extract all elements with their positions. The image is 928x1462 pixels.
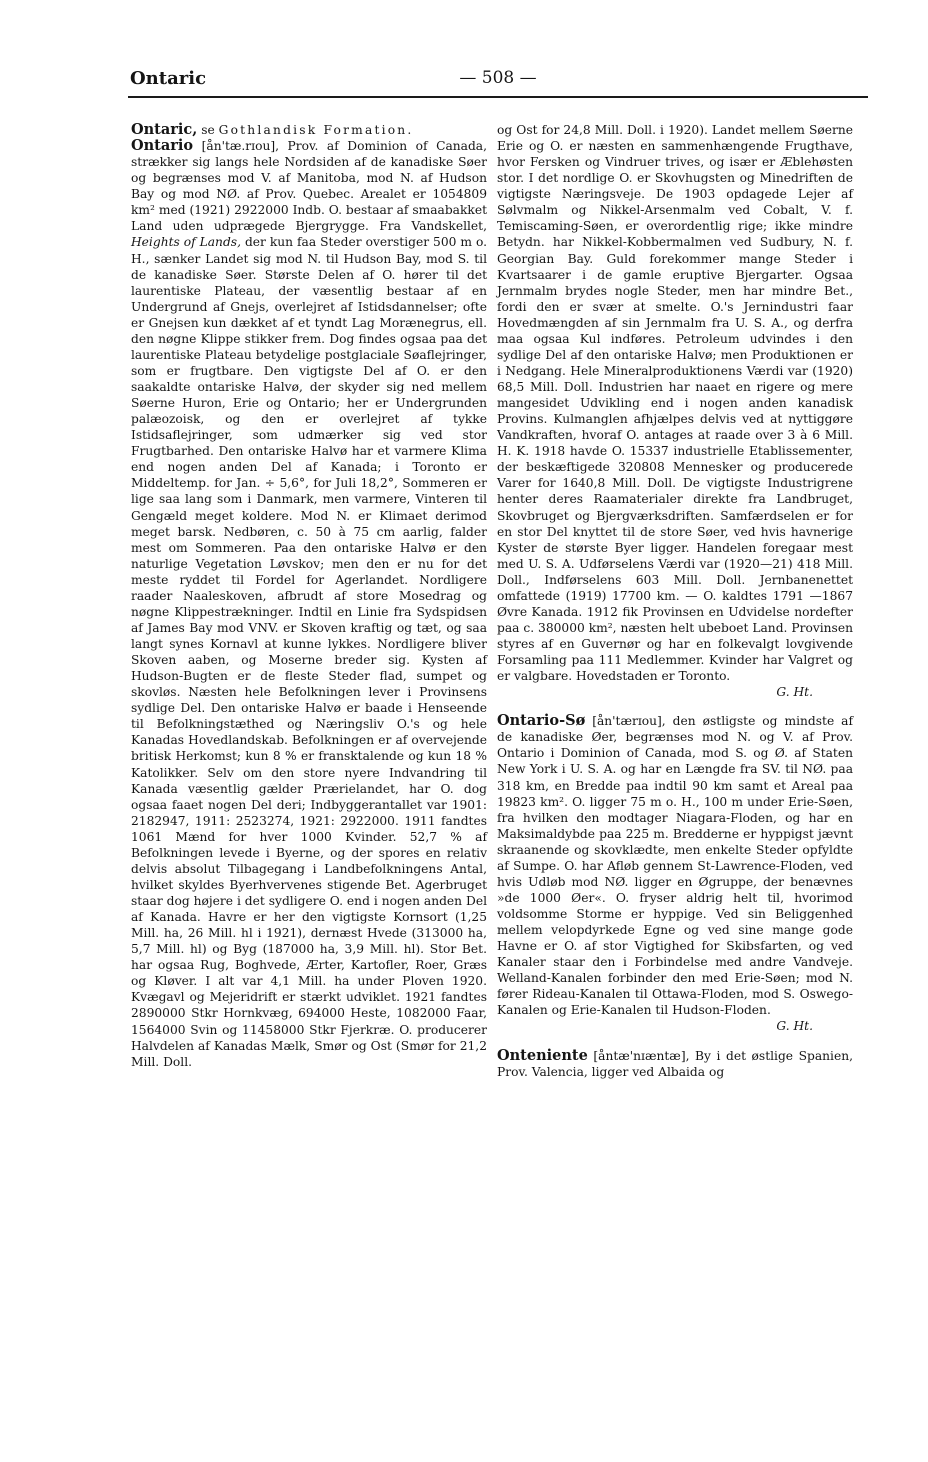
entry-onteniente bbox=[497, 1048, 853, 1080]
entry-ontario-text-b: der kun faa Steder overstiger 500 m o. H., sænker Landet sig mod N. til Hudson Bay, mod S. til de kanadiske Søer. Største Delen af O. hører til det laurentiske Plateau, der væsentlig bestaar af en Undergrund af Gnejs, overlejret af Istidsdannelser; ofte er Gnejsen kun dækket af et tyndt Lag Morænegrus, ell. den nøgne Klippe stikker frem. Dog findes ogsaa paa det laurentiske Plateau betydelige postglaciale Søaflejringer, som er frugtbare. Den vigtigste Del af O. er den saakaldte ontariske Halvø, der skyder sig ned mellem Søerne Huron, Erie og Ontario; her er Undergrunden palæozoisk, og den er overlejret af tykke Istidsaflejringer, som udmærker sig ved stor Frugtbarhed. Den ontariske Halvø har et varmere Klima end nogen anden Del af Kanada; i Toronto er Middeltemp. for Jan. ÷ 5,6°, for Juli 18,2°, Sommeren er lige saa lang som i Danmark, men varmere, Vinteren til Gengæld meget koldere. Mod N. er Klimaet derimod meget barsk. Nedbøren, c. 50 à 75 cm aarlig, falder mest om Sommeren. Paa den ontariske Halvø er den naturlige Vegetation Løvskov; men den er nu for det meste ryddet til Fordel for Agerlandet. Nordligere raader Naaleskoven, afbrudt af store Mosedrag og nøgne Klippestrækninger. Indtil en Linie fra Sydspidsen af James Bay mod VNV. er Skoven kraftig og tæt, og saa langt synes Kornavl at kunne lykkes. Nordligere bliver Skoven aaben, og Moserne breder sig. Kysten af Hudson-Bugten er de fleste Steder flad, sumpet og skovløs. Næsten hele Befolkningen lever i Provinsens sydlige Del. Den ontariske Halvø er baade i Henseende til Befolkningstæthed og Næringsliv O.'s og hele Kanadas Hovedlandskab. Befolkningen er af overvejende britisk Herkomst; kun 8 % er fransktalende og kun 18 % Katolikker. Selv om den store nyere Indvandring til Kanada væsentlig gælder Prærielandet, har O. dog ogsaa faaet nogen Del deri; Indbyggerantallet var 1901: 2182947, 1911: 2523274, 1921: 2922000. 1911 fandtes 1061 Mænd for hver 1000 Kvinder. 52,7 % af Befolkningen levede i Byerne, og der spores en relativ delvis absolut Tilbagegang i Landbefolkningens Antal, hvilket skyldes Byerhvervenes stigende Bet. Agerbruget staar dog højere i det sydligere O. end i nogen anden Del af Kanada. Havre er her den vigtigste Kornsort (1,25 Mill. ha, 26 Mill. hl i 1921), dernæst Hvede (313000 ha, 5,7 Mill. hl) og Byg (187000 ha, 3,9 Mill. hl). Stor Bet. har ogsaa Rug, Boghvede, Ærter, Kartofler, Roer, Græs og Kløver. I alt var 4,1 Mill. ha under Ploven 1920. Kvægavl og Mejeridrift er stærkt udviklet. 1921 fandtes 2890000 Stkr Hornkvæg, 694000 Heste, 1082000 Faar, 1564000 Svin og 11458000 Stkr Fjerkræ. O. producerer Halvdelen af Kanadas Mælk, Smør og Ost (Smør for 21,2 Mill. Doll. bbox=[131, 235, 488, 1069]
page-number: — 508 — bbox=[459, 68, 537, 88]
headword-ontario: Ontario bbox=[131, 137, 194, 155]
headword-ontario-so: Ontario-Sø bbox=[497, 712, 586, 730]
entry-ontario-continued: og Ost for 24,8 Mill. Doll. i 1920). Landet mellem Søerne Erie og O. er næsten en sammenhængende Frugthave, hvor Fersken og Vindruer trives, og især er Æblehøsten stor. I det nordlige O. er Skovhugsten og Minedriften de vigtigste Næringsveje. De 1903 opdagede Lejer af Sølvmalm og Nikkel-Arsenmalm ved Cobalt, V. f. Temiscaming-Søen, er overordentlig rige; ikke mindre Betydn. har Nikkel-Kobbermalmen ved Sudbury, N. f. Georgian Bay. Guld forekommer mange Steder i Kvartsaarer i de gamle eruptive Bjergarter. Ogsaa Jernmalm brydes nogle Steder, men har mindre Bet., fordi den er svær at smelte. O.'s Jernindustri faar Hovedmængden af sin Jernmalm fra U. S. A., og derfra maa ogsaa Kul indføres. Petroleum udvindes i den sydlige Del af den ontariske Halvø; men Produktionen er i Nedgang. Hele Mineralproduktionens Værdi var (1920) 68,5 Mill. Doll. Industrien har naaet en rigere og mere mangesidet Udvikling end i nogen anden kanadisk Provins. Kulmanglen afhjælpes delvis ved at nyttiggøre Vandkraften, hvoraf O. antages at raade over 3 à 6 Mill. H. K. 1918 havde O. 15337 industrielle Etablissementer, der beskæftigede 320808 Mennesker og producerede Varer for 1640,8 Mill. Doll. De vigtigste Industrigrene henter deres Raamaterialer direkte fra Landbruget, Skovbruget og Bjergværksdriften. Samfærdselen er for en stor Del knyttet til de store Søer, ved hvis havnerige Kyster de største Byer ligger. Handelen foregaar mest med U. S. A. Udførselens Værdi var (1920—21) 418 Mill. Doll., Indførselens 603 Mill. Doll. Jernbanenettet omfattede (1919) 17700 km. — O. kaldtes 1791 —1867 Øvre Kanada. 1912 fik Provinsen en Udvidelse nordefter paa c. 380000 km², næsten helt ubeboet Land. Provinsen styres af en Guvernør og har en folkevalgt lovgivende Forsamling paa 111 Medlemmer. Kvinder har Valgret og er valgbare. Hovedstaden er Toronto. bbox=[497, 123, 853, 684]
entry-ontario-so bbox=[497, 713, 853, 1018]
right-column bbox=[497, 122, 853, 1080]
running-head: Ontaric bbox=[130, 68, 207, 89]
entry-ontario-text-a: [ån'tæ.rɪou], Prov. af Dominion of Canada, strækker sig langs hele Nordsiden af de kanadiske Søer og begrænses mod V. af Manitoba, mod N. af Hudson Bay og mod NØ. af Prov. Quebec. Arealet er 1054809 km² med (1921) 2922000 Indb. O. bestaar af smaabakket Land uden udprægede Bjergrygge. Fra Vandskellet, bbox=[131, 139, 487, 234]
author-signature: G. Ht. bbox=[776, 1019, 813, 1034]
entry-onteniente-text: [åntæ'nɪæntæ], By i det østlige Spanien, Prov. Valencia, ligger ved Albaida og bbox=[497, 1048, 853, 1079]
header-rule bbox=[128, 96, 868, 98]
left-column bbox=[131, 122, 487, 1070]
headword-onteniente: Onteniente bbox=[497, 1046, 588, 1064]
cross-reference: Gothlandisk Formation. bbox=[218, 123, 414, 137]
entry-ontario-italic: Heights of Lands, bbox=[131, 235, 241, 250]
entry-ontario-so-text: [ån'tærɪou], den østligste og mindste af de kanadiske Øer, begrænses mod N. og V. af Prov. Ontario i Dominion of Canada, mod S. og Ø. af Staten New York i U. S. A. og har en Længde fra SV. til NØ. paa 318 km, en Bredde paa indtil 90 km samt et Areal paa 19823 km². O. ligger 75 m o. H., 100 m under Erie-Søen, fra hvilken den modtager Niagara-Floden, og har en Maksimaldybde paa 225 m. Bredderne er hyppigst jævnt skraanende og skovklædte, men enkelte Steder opfyldte af Sumpe. O. har Afløb gennem St-Lawrence-Floden, ved hvis Udløb mod NØ. ligger en Øgruppe, der benævnes »de 1000 Øer«. O. fryser aldrig helt til, hvorimod voldsomme Storme er hyppige. Ved sin Beliggenhed mellem velopdyrkede Egne og ved sine mange gode Havne er O. af stor Vigtighed for Skibsfarten, og ved Kanaler staar den i Forbindelse med andre Vandveje. Welland-Kanalen forbinder den med Erie-Søen; mod N. fører Rideau-Kanalen til Ottawa-Floden, mod S. Oswego-Kanalen og Erie-Kanalen til Hudson-Floden. bbox=[497, 714, 853, 1018]
author-signature: G. Ht. bbox=[776, 685, 813, 700]
page-header bbox=[130, 68, 866, 94]
entry-ontario bbox=[131, 138, 487, 1070]
headword-ontaric: Ontaric, bbox=[131, 121, 198, 138]
see-text: se bbox=[197, 123, 219, 137]
entry-ontaric bbox=[131, 122, 487, 138]
